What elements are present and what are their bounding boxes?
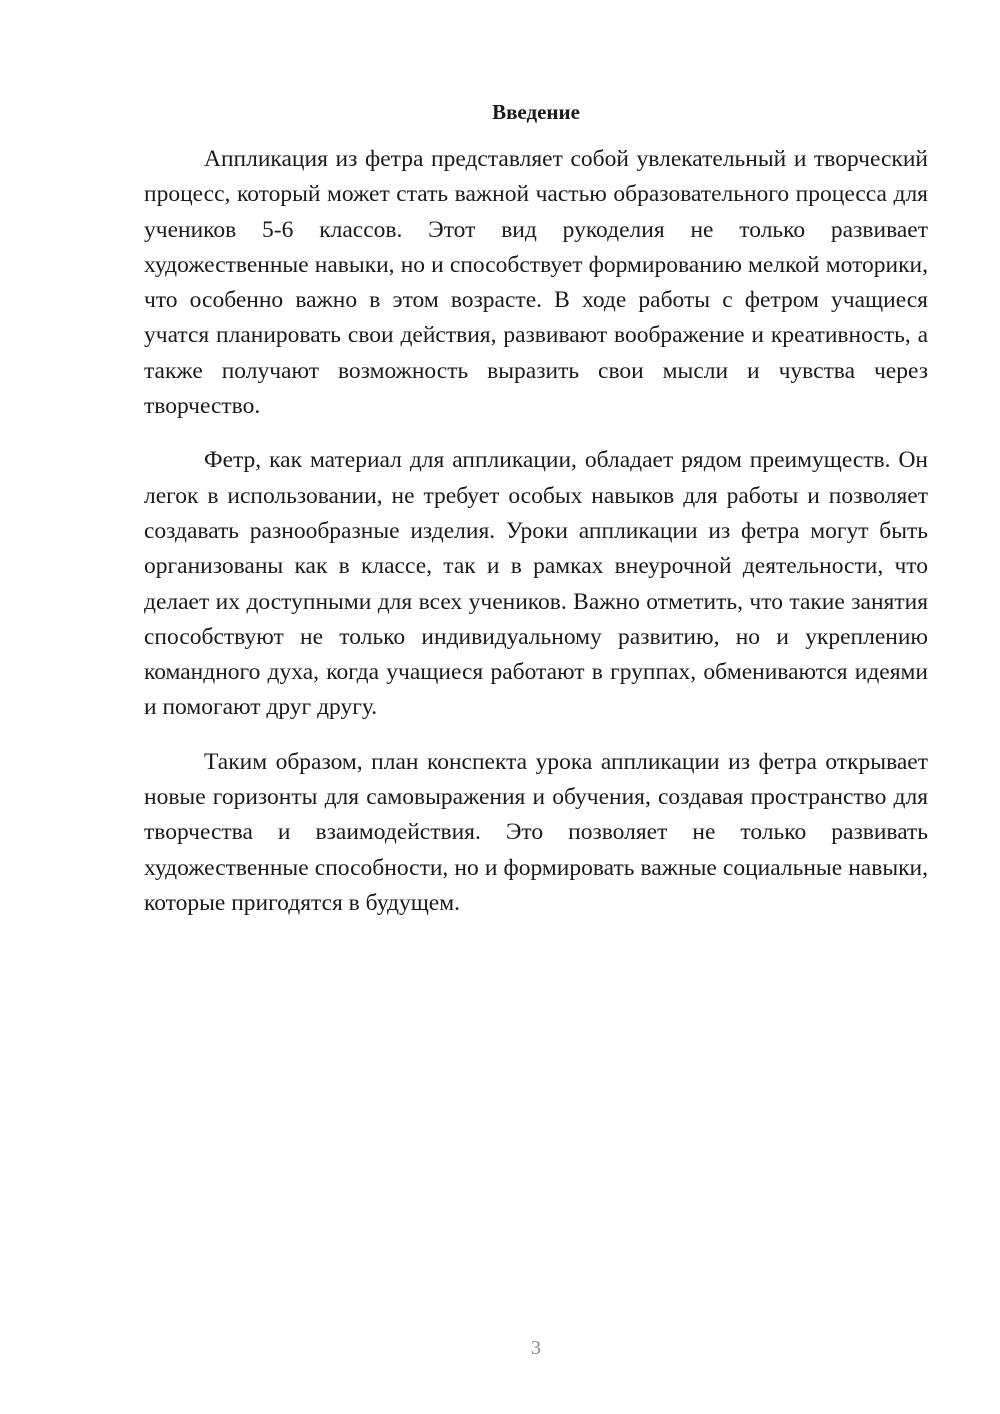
page-title: Введение (492, 100, 580, 124)
page-number: 3 (531, 1337, 541, 1359)
body-text (144, 142, 928, 921)
paragraph-2: Фетр, как материал для аппликации, обладает рядом преимуществ. Он легок в использовании, не требует особых навыков для работы и позволяет создавать разнообразные изделия. Уроки аппликации из фетра могут быть организованы как в классе, так и в рамках внеурочной деятельности, что делает их доступными для всех учеников. Важно отметить, что такие занятия способствуют не только индивидуальному развитию, но и укреплению командного духа, когда учащиеся работают в группах, обмениваются идеями и помогают друг другу. (144, 447, 928, 721)
paragraph-3: Таким образом, план конспекта урока аппликации из фетра открывает новые горизонты для самовыражения и обучения, создавая пространство для творчества и взаимодействия. Это позволяет не только развивать художественные способности, но и формировать важные социальные навыки, которые пригодятся в будущем. (144, 748, 928, 916)
paragraph-1: Аппликация из фетра представляет собой увлекательный и творческий процесс, который может стать важной частью образовательного процесса для учеников 5-6 классов. Этот вид рукоделия не только развивает художественные навыки, но и способствует формированию мелкой моторики, что особенно важно в этом возрасте. В ходе работы с фетром учащиеся учатся планировать свои действия, развивают воображение и креативность, а также получают возможность выразить свои мысли и чувства через творчество. (144, 146, 928, 420)
